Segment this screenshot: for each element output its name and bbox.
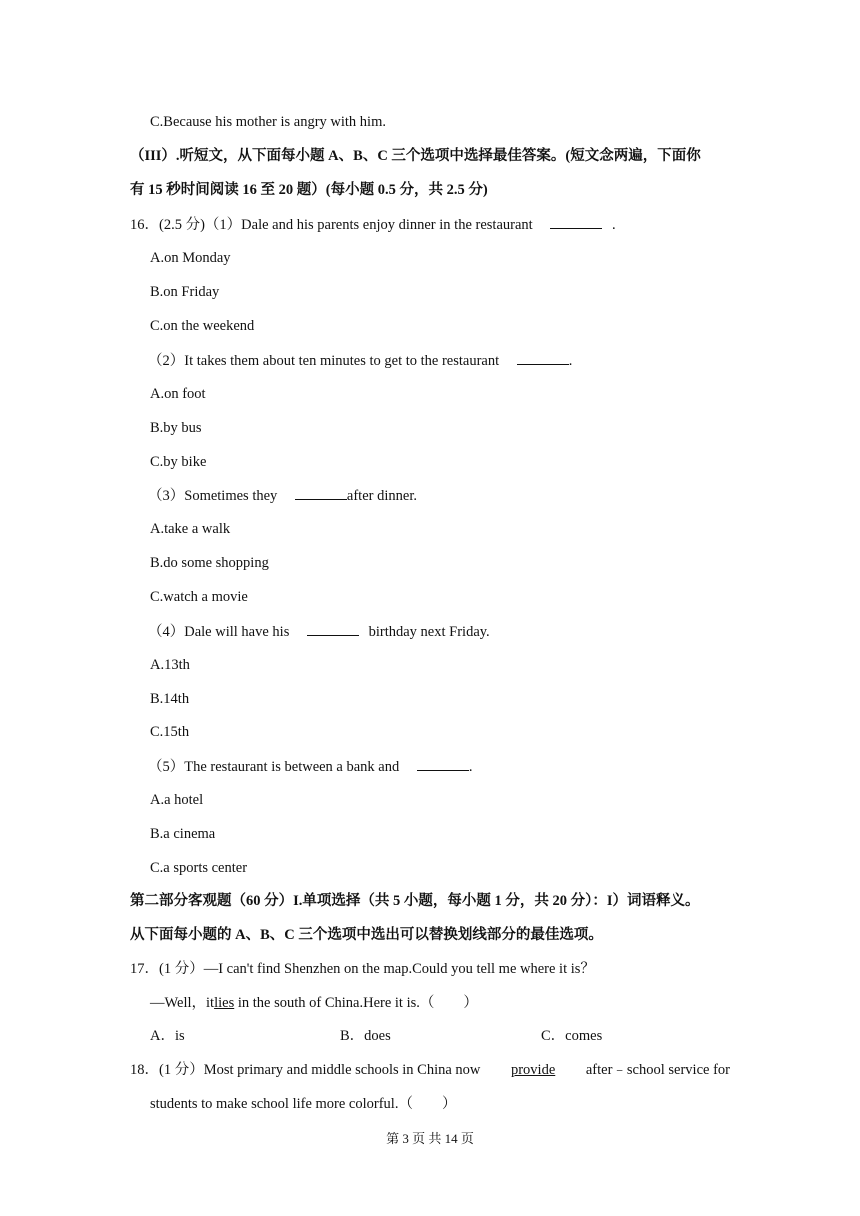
option-c: C.by bike [150, 454, 207, 470]
question-text-end: birthday next Friday. [368, 624, 490, 640]
underlined-word: lies [214, 995, 235, 1011]
option-b: B.on Friday [150, 284, 220, 300]
option-a: A.13th [150, 657, 190, 673]
question-text: （2）It takes them about ten minutes to get to the restaurant [148, 353, 500, 369]
page-footer: 第 3 页 共 14 页 [386, 1131, 474, 1146]
question-16-prompt [130, 215, 616, 234]
question-text-end: . [568, 353, 573, 369]
answer-blank [295, 486, 347, 500]
question-18-line-1 [130, 1061, 730, 1079]
option-a: A.on foot [150, 386, 206, 402]
question-17-option-b: B．does [340, 1028, 391, 1044]
question-17-option-a: A．is [150, 1028, 185, 1044]
option-a: A.take a walk [150, 521, 231, 537]
question-17-line-2 [150, 994, 478, 1012]
answer-blank [417, 757, 469, 771]
option-a: A.on Monday [150, 250, 231, 266]
question-16-4-prompt [148, 622, 490, 641]
section-3-heading-line-1: （III）.听短文，从下面每小题 A、B、C 三个选项中选择最佳答案。(短文念两遍，下面你 [130, 148, 701, 164]
question-text-end: after﹣school service for [585, 1062, 730, 1078]
question-16-2-prompt [148, 351, 572, 370]
answer-blank [307, 622, 359, 636]
option-c: C.watch a movie [150, 589, 248, 605]
option-b: B.do some shopping [150, 555, 269, 571]
option-c: C.a sports center [150, 860, 248, 876]
option-c-line: C.Because his mother is angry with him. [150, 114, 386, 130]
question-16-3-prompt [148, 486, 417, 505]
question-text-end: . [468, 759, 473, 775]
part-2-heading-line-1: 第二部分客观题（60 分）I.单项选择（共 5 小题，每小题 1 分，共 20 分）：I）词语释义。 [130, 893, 700, 909]
question-text: 18．(1 分）Most primary and middle schools in China now [130, 1062, 481, 1078]
question-text-end: in the south of China.Here it is.（ ） [237, 995, 478, 1011]
question-17-option-c: C．comes [541, 1028, 603, 1044]
question-17-line-1: 17．(1 分）—I can't find Shenzhen on the map.Could you tell me where it is？ [130, 961, 595, 977]
option-b: B.a cinema [150, 826, 216, 842]
part-2-heading-line-2: 从下面每小题的 A、B、C 三个选项中选出可以替换划线部分的最佳选项。 [130, 927, 603, 943]
question-16-5-prompt [148, 757, 473, 776]
question-text-end: . [611, 217, 616, 233]
option-b: B.by bus [150, 420, 202, 436]
question-text: （5）The restaurant is between a bank and [148, 759, 400, 775]
option-a: A.a hotel [150, 792, 204, 808]
answer-blank [550, 215, 602, 229]
answer-blank [517, 351, 569, 365]
question-18-line-2: students to make school life more colorful.（ ） [150, 1096, 457, 1112]
option-c: C.15th [150, 724, 190, 740]
section-3-heading-line-2: 有 15 秒时间阅读 16 至 20 题）(每小题 0.5 分，共 2.5 分) [130, 182, 488, 198]
option-c: C.on the weekend [150, 318, 255, 334]
question-text-end: after dinner. [346, 488, 417, 504]
question-text: 16．(2.5 分)（1）Dale and his parents enjoy dinner in the restaurant [130, 217, 533, 233]
question-text: （4）Dale will have his [148, 624, 290, 640]
option-b: B.14th [150, 691, 190, 707]
question-text: —Well，it [150, 995, 215, 1011]
question-text: （3）Sometimes they [148, 488, 278, 504]
underlined-word: provide [510, 1062, 556, 1078]
